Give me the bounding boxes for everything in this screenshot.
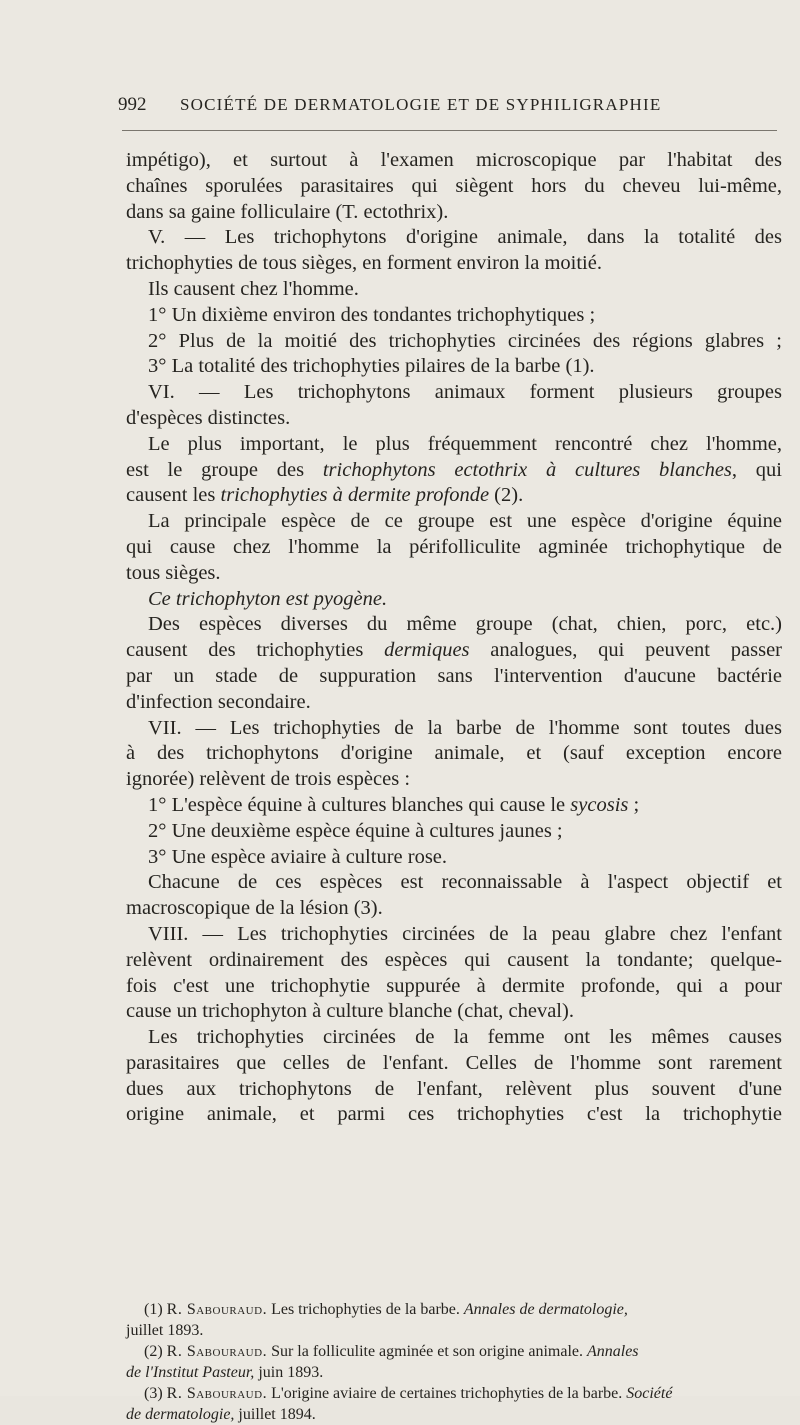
- text-segment: , qui: [731, 458, 782, 481]
- text-line: dans sa gaine folliculaire (T. ectothrix).: [126, 200, 449, 223]
- text-line: dues aux trichophytons de l'enfant, relèvent plus souvent d'une: [126, 1077, 782, 1100]
- text-line: par un stade de suppuration sans l'intervention d'aucune bactérie: [126, 664, 782, 687]
- footnote-text: Les trichophyties de la barbe.: [267, 1301, 464, 1318]
- italic-term: dermiques: [384, 639, 470, 662]
- footnote-text: L'origine aviaire de certaines trichophyties de la barbe.: [267, 1385, 627, 1402]
- footnote-mark: (3): [144, 1385, 163, 1402]
- text-line: 3° La totalité des trichophyties pilaires de la barbe (1).: [148, 355, 595, 378]
- footnotes: [126, 1299, 784, 1425]
- text-line: [126, 483, 782, 509]
- text-line: chaînes sporulées parasitaires qui siègent hors du cheveu lui-même,: [126, 174, 782, 197]
- footnote-source: Société: [626, 1385, 673, 1402]
- text-line: VII. — Les trichophyties de la barbe de l'homme sont toutes dues: [148, 716, 782, 739]
- text-line: fois c'est une trichophytie suppurée à dermite profonde, qui a pour: [126, 974, 782, 997]
- text-line: Ce trichophyton est pyogène.: [148, 587, 388, 610]
- text-line: d'espèces distinctes.: [126, 406, 291, 429]
- footnote-2: [144, 1341, 784, 1362]
- running-title: SOCIÉTÉ DE DERMATOLOGIE ET DE SYPHILIGRAPHIE: [180, 95, 662, 114]
- text-line: Les trichophyties circinées de la femme ont les mêmes causes: [148, 1026, 782, 1049]
- header-rule: [122, 130, 777, 131]
- text-line: VI. — Les trichophytons animaux forment plusieurs groupes: [148, 381, 782, 404]
- footnote-text: Sur la folliculite agminée et son origine animale.: [267, 1343, 587, 1360]
- footnote-mark: (2): [144, 1343, 163, 1360]
- footnote-3-continuation: [126, 1404, 784, 1425]
- text-line: [126, 793, 782, 819]
- text-line: 1° Un dixième environ des tondantes trichophytiques ;: [148, 303, 596, 326]
- footnote-source: de l'Institut Pasteur,: [126, 1364, 255, 1381]
- text-line: 3° Une espèce aviaire à culture rose.: [148, 845, 448, 868]
- text-line: Le plus important, le plus fréquemment rencontré chez l'homme,: [148, 432, 782, 455]
- text-line: VIII. — Les trichophyties circinées de la peau glabre chez l'enfant: [148, 922, 782, 945]
- footnote-author: R. Sabouraud.: [166, 1343, 268, 1360]
- text-line: trichophyties de tous sièges, en forment environ la moitié.: [126, 252, 602, 275]
- footnote-author: R. Sabouraud.: [166, 1385, 268, 1402]
- footnote-3: [144, 1383, 784, 1404]
- text-segment: est le groupe des: [126, 458, 323, 481]
- text-line: [126, 458, 782, 484]
- footnote-source: Annales de dermatologie,: [463, 1301, 628, 1318]
- text-segment: causent les: [126, 484, 221, 507]
- footnote-text: juillet 1894.: [234, 1406, 316, 1423]
- footnote-author: R. Sabouraud.: [166, 1301, 268, 1318]
- text-line: à des trichophytons d'origine animale, et (sauf exception encore: [126, 742, 782, 765]
- text-line: d'infection secondaire.: [126, 690, 311, 713]
- footnote-1-continuation: juillet 1893.: [126, 1322, 204, 1339]
- text-line: origine animale, et parmi ces trichophyties c'est la trichophytie: [126, 1103, 782, 1126]
- text-line: 2° Une deuxième espèce équine à cultures jaunes ;: [148, 819, 563, 842]
- footnote-1: [144, 1299, 784, 1320]
- text-line: 2° Plus de la moitié des trichophyties circinées des régions glabres ;: [148, 329, 782, 352]
- text-line: parasitaires que celles de l'enfant. Celles de l'homme sont rarement: [126, 1051, 782, 1074]
- italic-term: trichophytons ectothrix à cultures blanches: [322, 458, 732, 481]
- text-line: V. — Les trichophytons d'origine animale, dans la totalité des: [148, 226, 782, 249]
- footnote-text: juin 1893.: [254, 1364, 324, 1381]
- footnote-2-continuation: [126, 1362, 784, 1383]
- text-line: tous sièges.: [126, 561, 221, 584]
- footnote-source: de dermatologie,: [126, 1406, 235, 1423]
- text-line: Chacune de ces espèces est reconnaissable à l'aspect objectif et: [148, 871, 782, 894]
- text-line: impétigo), et surtout à l'examen microscopique par l'habitat des: [126, 149, 782, 171]
- body-text: [126, 148, 782, 1128]
- text-segment: (2).: [489, 484, 524, 507]
- text-line: Ils causent chez l'homme.: [148, 277, 359, 300]
- footnote-mark: (1): [144, 1301, 163, 1318]
- text-segment: ;: [628, 793, 640, 816]
- text-segment: 1° L'espèce équine à cultures blanches qui cause le: [148, 793, 571, 816]
- footnote-source: Annales: [586, 1343, 639, 1360]
- text-line: [126, 638, 782, 664]
- text-line: La principale espèce de ce groupe est une espèce d'origine équine: [148, 510, 782, 533]
- text-line: macroscopique de la lésion (3).: [126, 897, 383, 920]
- text-segment: causent des trichophyties: [126, 639, 385, 662]
- page-number: 992: [118, 94, 147, 115]
- text-segment: analogues, qui peuvent passer: [469, 639, 782, 662]
- text-line: Des espèces diverses du même groupe (chat, chien, porc, etc.): [148, 613, 782, 636]
- running-header: [118, 94, 788, 116]
- text-line: qui cause chez l'homme la périfolliculite agminée trichophytique de: [126, 535, 782, 558]
- text-line: ignorée) relèvent de trois espèces :: [126, 768, 411, 791]
- italic-term: sycosis: [570, 793, 629, 816]
- italic-term: trichophyties à dermite profonde: [220, 484, 490, 507]
- text-line: cause un trichophyton à culture blanche (chat, cheval).: [126, 1000, 574, 1023]
- text-line: relèvent ordinairement des espèces qui causent la tondante; quelque-: [126, 948, 782, 971]
